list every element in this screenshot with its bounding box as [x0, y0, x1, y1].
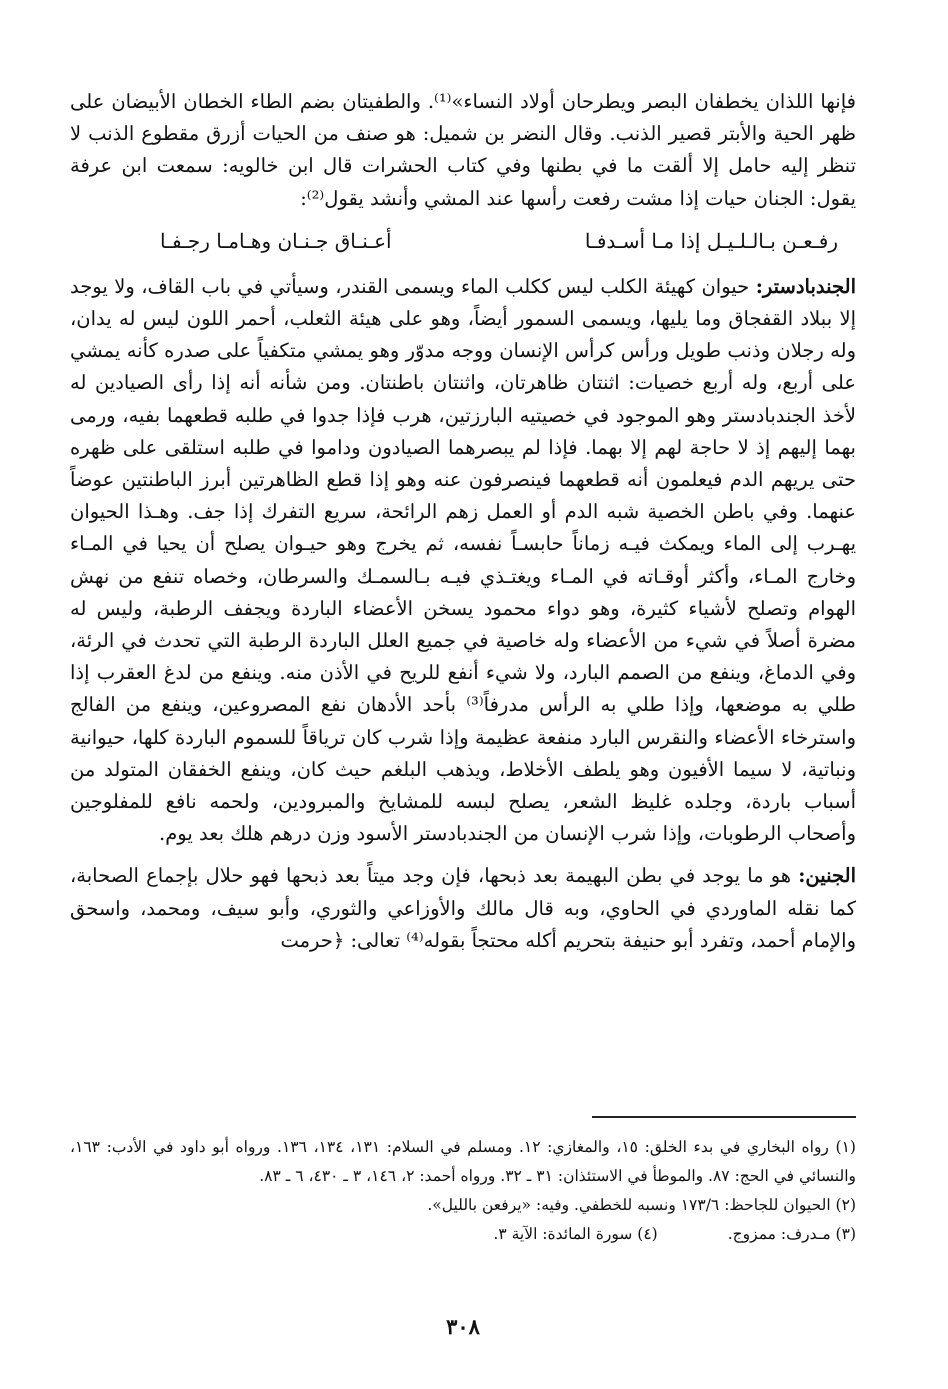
entry-heading-jundbadastar: الجندبادستر: [755, 274, 856, 298]
poem-verse [160, 225, 838, 257]
footnote-2: (٢) الحيوان للجاحظ: ١٧٣/٦ ونسبه للخطفي. وفيه: «يرفعن بالليل». [427, 1196, 856, 1214]
poem-first-hemistich: رفـعـن بـالـلـيـل إذا مـا أسـدفـا [584, 228, 838, 253]
footnotes [70, 1133, 856, 1249]
page-number: ٣٠٨ [446, 1314, 480, 1339]
paragraph-jundbadastar [70, 271, 856, 851]
paragraph-tufyatan: فإنها اللذان يخطفان البصر ويطرحان أولاد النساء»⁽¹⁾. والطفيتان بضم الطاء الخطان الأبيضان على ظهر الحية والأبتر قصير الذنب. وقال النضر بن شميل: هو صنف من الحيات أزرق مقطوع الذنب لا تنظر إليه حامل إلا ألقت ما في بطنها وفي كتاب الحشرات قال ابن خالويه: سمعت ابن عرفة يقول: الجنان حيات إذا مشت رفعت رأسها عند المشي وأنشد يقول⁽²⁾: [70, 90, 856, 210]
book-page [70, 86, 856, 1389]
entry-text-jundbadastar: حيوان كهيئة الكلب ليس ككلب الماء ويسمى القندر، وسيأتي في باب القاف، ولا يوجد إلا ببلاد القفجاق وما يليها، ويسمى السمور أيضاً، وهو على هيئة الثعلب، أحمر اللون ليس له يدان، وله رجلان وذنب طويل ورأس كرأس الإنسان ووجه مدوّر وهو يمشي متكفياً على صدره كأنه يمشي على أربع، وله أربع خصيات: اثنتان ظاهرتان، واثنتان باطنتان. ومن شأنه أنه إذا رأى الصيادين له لأخذ الجندبادستر وهو الموجود في خصيتيه البارزتين، هرب فإذا جدوا في طلبه قطعهما بفيه، ورمى بهما إليهم إذ لا حاجة لهم إلا بهما. فإذا لم يبصرهما الصيادون وداموا في طلبه استلقى على ظهره حتى يريهم الدم فيعلمون أنه قطعهما فينصرفون عنه وهو إذا قطع الظاهرتين أبرز الباطنتين عوضاً عنهما. وفي باطن الخصية شبه الدم أو العمل زهم الرائحة، سريع التفرك إذا جف. وهـذا الحيوان يهـرب إلى الماء ويمكث فيـه زماناً حابسـاً نفسه، ثم يخرج وهو حيـوان يصلح أن يحيا في المـاء وخارج المـاء، وأكثر أوقـاته في المـاء ويغتـذي فيـه بـالسمـك والسرطان، وخصاه تنفع من نهش الهوام وتصلح لأشياء كثيرة، وهو دواء محمود يسخن الأعضاء الباردة ويجفف الرطبة، وليس له مضرة أصلاً في شيء من الأعضاء وله خاصية في جميع العلل الباردة الرطبة التي تحدث في الرئة، وفي الدماغ، وينفع من الصمم البارد، ولا شيء أنفع للريح في الأذن منه. وينفع من لدغ العقرب إذا طلي به موضعها، وإذا طلي به الرأس مدرفاً⁽³⁾ بأحد الأدهان نفع المصروعين، وينفع من الفالج واسترخاء الأعضاء والنقرس البارد منفعة عظيمة وإذا شرب كان ترياقاً للسموم الباردة كلها، حيوانية ونباتية، لا سيما الأفيون وهو يلطف الأخلاط، ويذهب البلغم حيث كان، وينفع الخفقان المتولد من أسباب باردة، وجلده غليظ الشعر، يصلح لبسه للمشايخ والمبرودين، ولحمه نافع للمفلوجين وأصحاب الرطوبات، وإذا شرب الإنسان من الجندبادستر الأسود وزن درهم هلك بعد يوم. [70, 274, 856, 846]
poem-second-hemistich: أعـنـاق جـنـان وهـامـا رجـفـا [160, 228, 392, 253]
footnote-divider [592, 1116, 856, 1118]
footnote-1: (١) رواه البخاري في بدء الخلق: ١٥، والمغازي: ١٢. ومسلم في السلام: ١٣١، ١٣٤، ١٣٦. ورواه أبو داود في الأدب: ١٦٣، والنسائي في الحج: ٨٧. والموطأ في الاستئذان: ٣١ ـ ٣٢. ورواه أحمد: ٢، ١٤٦، ٣ ـ ٤٣٠، ٦ ـ ٨٣. [70, 1138, 856, 1185]
entry-heading-janin: الجنين: [798, 864, 856, 888]
footnote-4: (٤) سورة المائدة: الآية ٣. [493, 1225, 658, 1243]
paragraph-janin [70, 860, 856, 957]
footnote-3: (٣) مـدرف: ممزوج. [727, 1225, 856, 1243]
entry-text-janin: هو ما يوجد في بطن البهيمة بعد ذبحها، فإن وجد ميتاً بعد ذبحها فهو حلال بإجماع الصحابة، كما نقله الماوردي في الحاوي، وبه قال مالك والأوزاعي والثوري، وأبو سيف، ومحمد، واسحق والإمام أحمد، وتفرد أبو حنيفة بتحريم أكله محتجاً بقوله⁽⁴⁾ تعالى: ﴿حرمت [70, 864, 856, 952]
footnote-row [70, 1220, 856, 1249]
